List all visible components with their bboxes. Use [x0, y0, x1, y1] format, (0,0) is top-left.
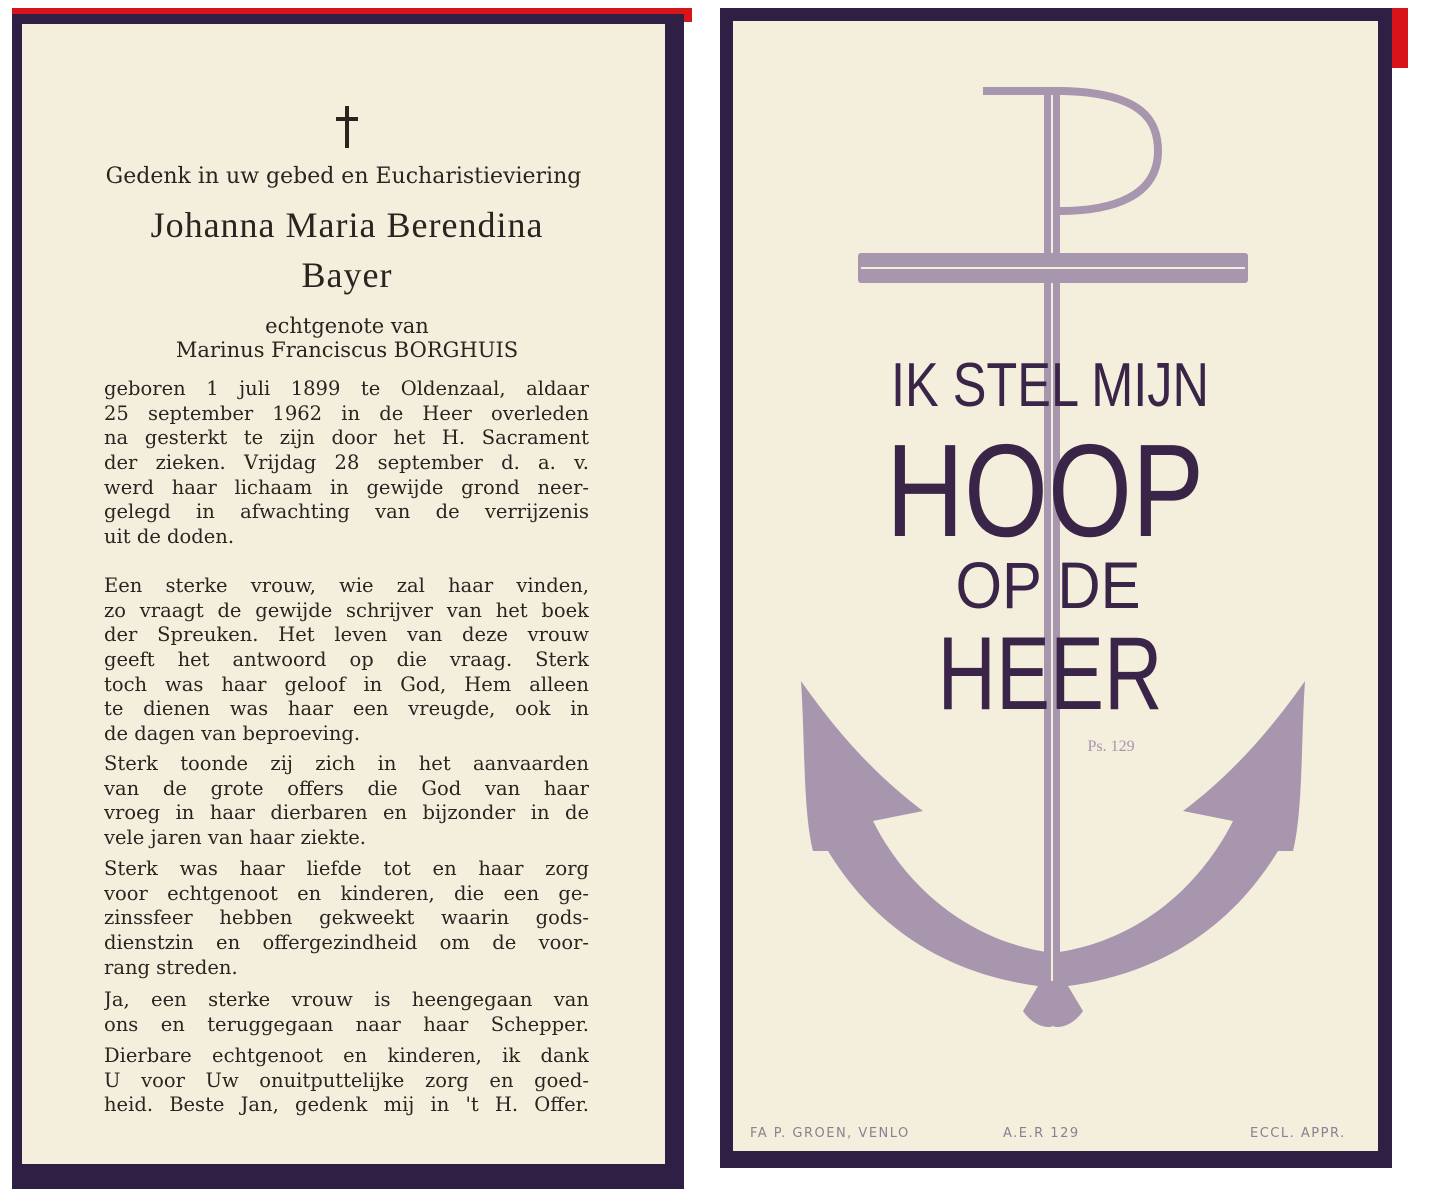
paragraph-thanks: [104, 1044, 589, 1118]
motto-line-3: OP DE: [955, 548, 1141, 622]
text-line: toch was haar geloof in God, Hem alleen: [104, 672, 589, 696]
text-line: rang streden.: [104, 955, 238, 979]
text-line: der Spreuken. Het leven van deze vrouw: [104, 623, 589, 647]
motto-line-1: IK STEL MIJN: [891, 351, 1209, 420]
text-line: ons en teruggegaan naar haar Schepper.: [104, 1012, 589, 1036]
psalm-reference: Ps. 129: [1087, 738, 1135, 755]
motto-line-2: HOOP: [886, 417, 1204, 564]
paragraph-farewell: [104, 988, 589, 1037]
text-line: gelegd in afwachting van de verrijzenis: [104, 500, 589, 524]
paragraph-family: [104, 857, 589, 980]
text-line: 25 september 1962 in de Heer overleden: [104, 401, 589, 425]
anchor-cross-illustration: [733, 21, 1378, 1151]
text-line: geboren 1 juli 1899 te Oldenzaal, aldaar: [104, 377, 589, 400]
text-line: Sterk toonde zij zich in het aanvaarden: [104, 752, 589, 775]
text-line: werd haar lichaam in gewijde grond neer-: [104, 475, 589, 499]
text-line: voor echtgenoot en kinderen, die een ge-: [104, 881, 589, 905]
motto-line-4: HEER: [937, 616, 1163, 732]
text-line: Dierbare echtgenoot en kinderen, ik dank: [104, 1044, 589, 1067]
text-line: geeft het antwoord op die vraag. Sterk: [104, 648, 589, 672]
text-line: vroeg in haar dierbaren en bijzonder in de: [104, 801, 589, 825]
paragraph-biography: [104, 377, 589, 550]
text-line: dienstzin en offergezindheid om de voor-: [104, 931, 589, 955]
deceased-name-line1: Johanna Maria Berendina: [150, 205, 544, 245]
text-line: heid. Beste Jan, gedenk mij in 't H. Offer.: [104, 1093, 589, 1117]
spouse-label: echtgenote van: [265, 314, 429, 338]
text-line: te dienen was haar een vreugde, ook in: [104, 697, 589, 721]
paragraph-strong-woman: [104, 574, 589, 747]
spouse-name: Marinus Franciscus BORGHUIS: [175, 338, 519, 362]
text-line: Sterk was haar liefde tot en haar zorg: [104, 857, 589, 880]
text-line: Een sterke vrouw, wie zal haar vinden,: [104, 574, 589, 597]
cross-icon: [334, 104, 360, 150]
intro-text: Gedenk in uw gebed en Eucharistieviering: [105, 164, 582, 189]
footer-approval: ECCL. APPR.: [1250, 1126, 1346, 1141]
paragraph-offers: [104, 752, 589, 851]
text-line: uit de doden.: [104, 525, 235, 549]
footer-printer: FA P. GROEN, VENLO: [750, 1126, 910, 1141]
deceased-name-line2: Bayer: [301, 255, 393, 295]
text-line: der zieken. Vrijdag 28 september d. a. v.: [104, 451, 589, 475]
text-line: na gesterkt te zijn door het H. Sacrament: [104, 426, 589, 450]
red-strip-right: [1392, 8, 1408, 68]
text-line: de dagen van beproeving.: [104, 722, 361, 746]
text-line: zinssfeer hebben gekweekt waarin gods-: [104, 906, 589, 930]
text-line: van de grote offers die God van haar: [104, 776, 589, 800]
text-line: vele jaren van haar ziekte.: [104, 826, 366, 850]
text-line: zo vraagt de gewijde schrijver van het boek: [104, 598, 589, 622]
rho-loop-icon: [983, 91, 1158, 211]
footer-code: A.E.R 129: [1003, 1126, 1080, 1141]
text-line: U voor Uw onuitputtelijke zorg en goed-: [104, 1068, 589, 1092]
text-line: Ja, een sterke vrouw is heengegaan van: [104, 988, 589, 1011]
